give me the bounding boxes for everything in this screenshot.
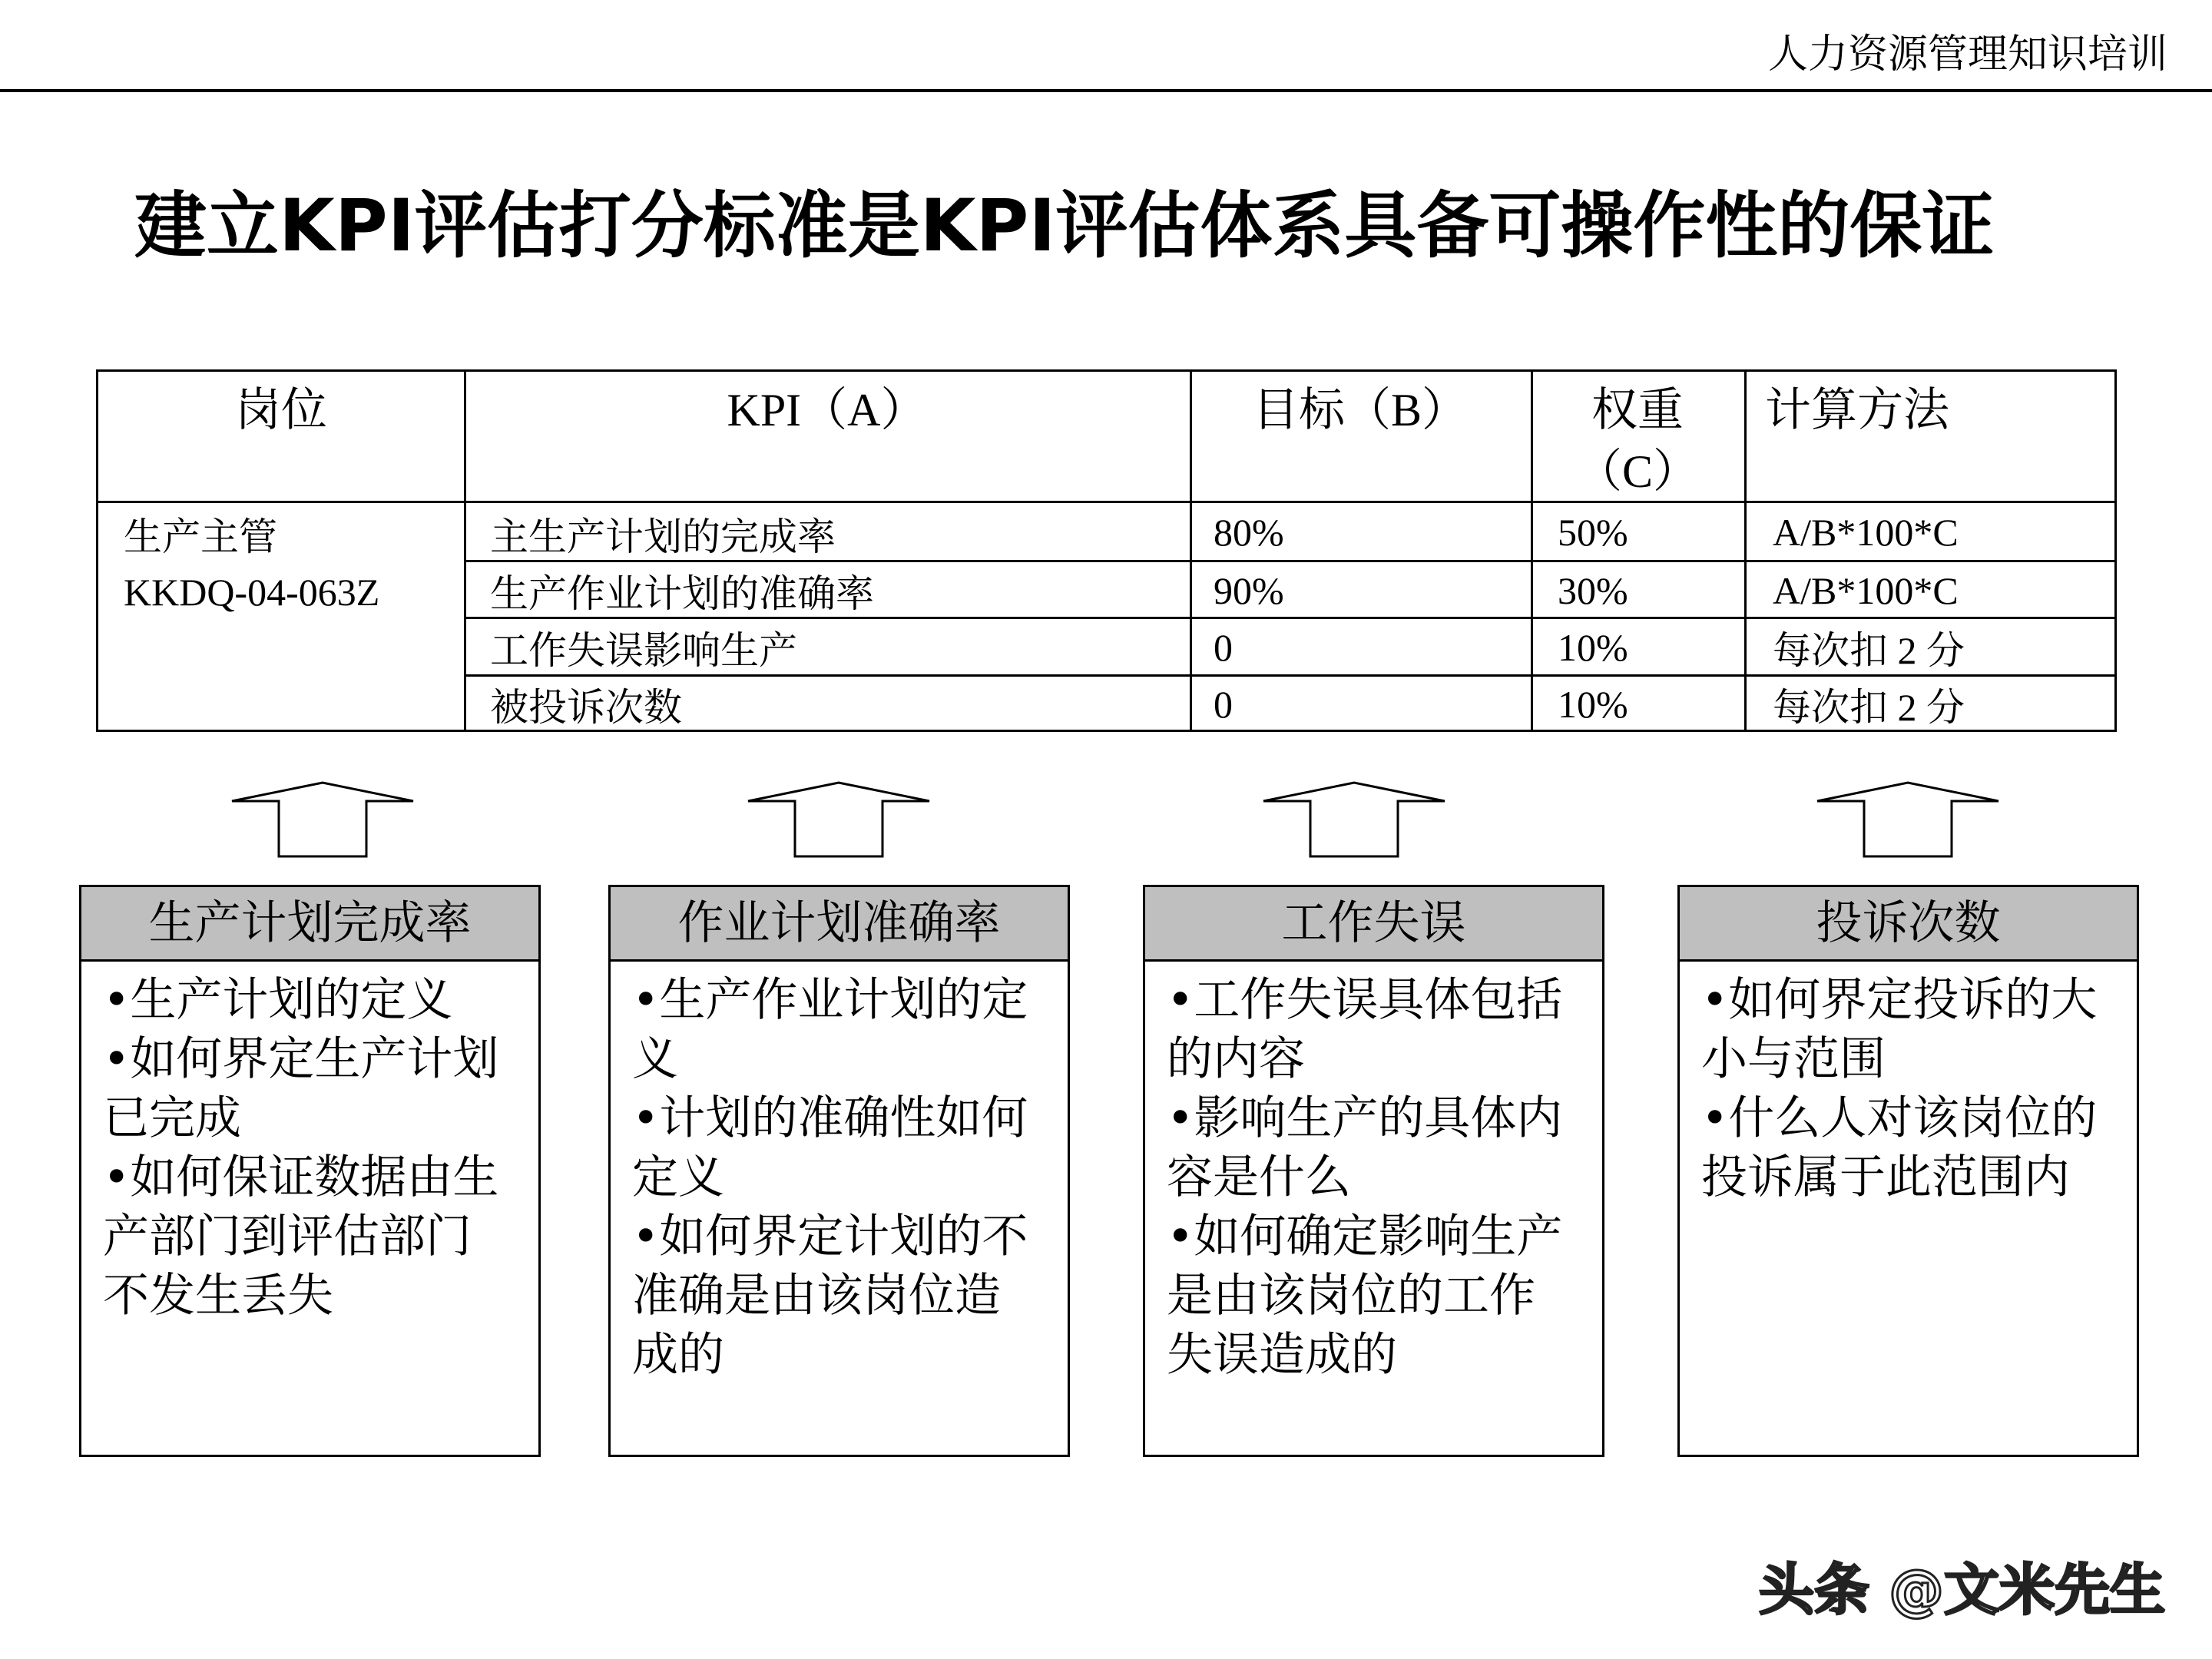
box-title: 作业计划准确率 <box>611 887 1068 962</box>
box-item: •工作失误具体包括的内容 <box>1167 973 1563 1086</box>
up-arrow-icon <box>1262 781 1446 858</box>
box-item: •如何界定投诉的大小与范围 <box>1701 973 2098 1086</box>
up-arrow-icon <box>230 781 415 858</box>
kpi-cell: 主生产计划的完成率 <box>490 515 836 558</box>
target-cell: 90% <box>1214 569 1284 612</box>
criteria-box-work-errors <box>1143 885 1604 1457</box>
target-cell: 0 <box>1214 683 1233 726</box>
method-cell: A/B*100*C <box>1773 511 1959 554</box>
box-item: •影响生产的具体内容是什么 <box>1167 1091 1563 1204</box>
kpi-cell: 被投诉次数 <box>490 686 682 729</box>
header-divider <box>0 89 2212 92</box>
box-item: •生产作业计划的定义 <box>632 973 1028 1086</box>
kpi-table <box>96 369 2117 732</box>
target-cell: 0 <box>1214 626 1233 669</box>
weight-cell: 10% <box>1558 683 1628 726</box>
position-name: 生产主管 <box>124 515 277 558</box>
box-item: •计划的准确性如何定义 <box>632 1091 1028 1204</box>
header-weight-c: （C） <box>1575 446 1700 497</box>
criteria-box-plan-accuracy <box>608 885 1070 1457</box>
box-title: 生产计划完成率 <box>81 887 538 962</box>
box-title: 投诉次数 <box>1680 887 2137 962</box>
position-code: KKDQ-04-063Z <box>124 571 380 614</box>
header-weight: 权重 <box>1591 385 1684 435</box>
box-item: •生产计划的定义 <box>103 973 453 1027</box>
watermark: 头条 @文米先生 <box>1759 1558 2166 1622</box>
header-kpi: KPI（A） <box>727 385 927 435</box>
header-position: 岗位 <box>235 385 327 435</box>
criteria-box-complaints <box>1677 885 2139 1457</box>
up-arrow-icon <box>1816 781 2000 858</box>
weight-cell: 30% <box>1558 569 1628 612</box>
box-item: •如何保证数据由生产部门到评估部门不发生丢失 <box>103 1151 499 1323</box>
weight-cell: 10% <box>1558 626 1628 669</box>
kpi-cell: 工作失误影响生产 <box>490 629 797 672</box>
header-target: 目标（B） <box>1252 385 1469 435</box>
method-cell: 每次扣 2 分 <box>1773 686 1965 729</box>
method-cell: A/B*100*C <box>1773 569 1959 612</box>
box-item: •如何确定影响生产是由该岗位的工作失误造成的 <box>1167 1210 1563 1382</box>
up-arrow-icon <box>747 781 931 858</box>
kpi-cell: 生产作业计划的准确率 <box>490 572 874 615</box>
target-cell: 80% <box>1214 511 1284 554</box>
header-method: 计算方法 <box>1765 385 1949 435</box>
criteria-box-plan-completion <box>79 885 541 1457</box>
box-title: 工作失误 <box>1145 887 1602 962</box>
page-title: 建立KPI评估打分标准是KPI评估体系具备可操作性的保证 <box>134 184 1995 268</box>
box-item: •如何界定生产计划已完成 <box>103 1032 499 1145</box>
box-item: •什么人对该岗位的投诉属于此范围内 <box>1701 1091 2098 1204</box>
weight-cell: 50% <box>1558 511 1628 554</box>
row-divider <box>98 501 2114 503</box>
method-cell: 每次扣 2 分 <box>1773 629 1965 672</box>
box-item: •如何界定计划的不准确是由该岗位造成的 <box>632 1210 1028 1382</box>
course-header: 人力资源管理知识培训 <box>1767 31 2167 78</box>
